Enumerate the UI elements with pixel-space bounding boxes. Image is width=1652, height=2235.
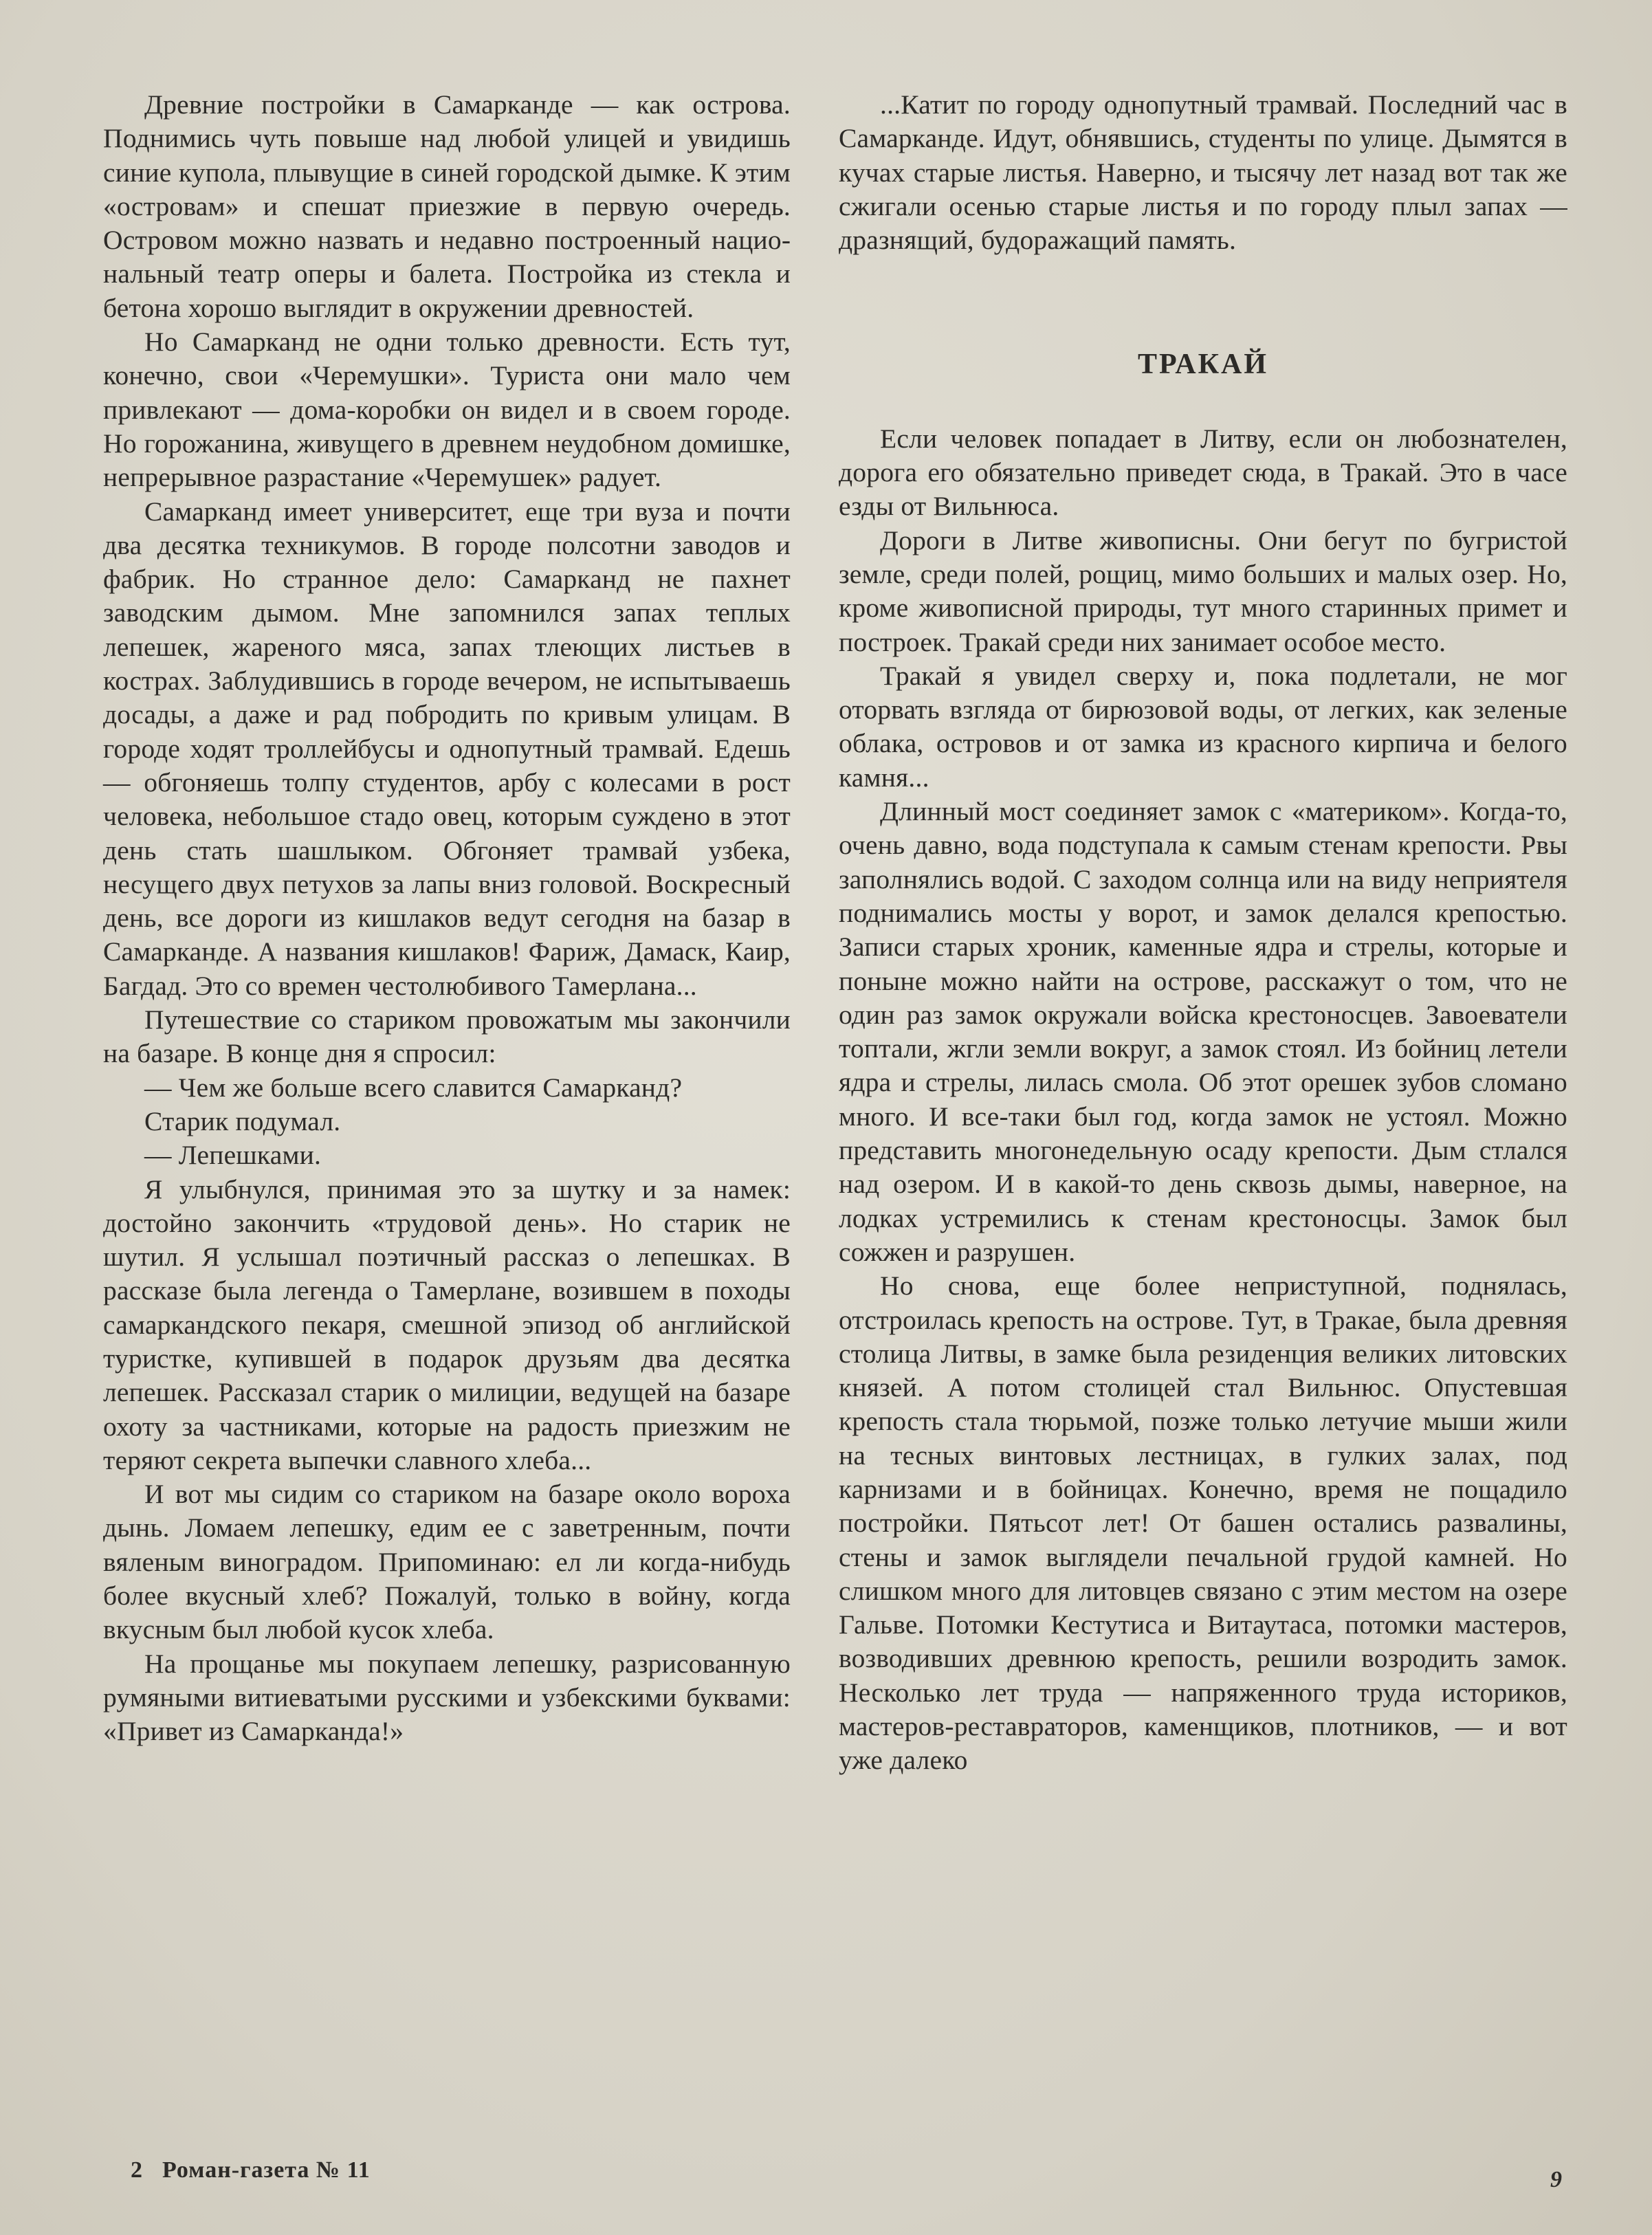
paragraph-restoration: Но снова, еще более неприступной, поднялась, отстроилась крепость на острове. Тут, в Тракае, была древняя столица Литвы, в замке была резиденция великих литовских князей. А потом столицей стал Вильнюс. Опустевшая крепость стала тюрьмой, позже только летучие мыши жили на тесных винтовых лестницах, в гулких залах, под карнизами и в бойницах. Конечно, время не пощадило постройки. Пятьсот лет! От башен остались развалины, стены и замок выглядели печальной грудой камней. Но слишком много для литовцев связано с этим местом на озере Гальве. Потомки Кестутиса и Витаутаса, потомки мастеров, возводивших древнюю крепость, решили возродить замок. Несколько лет труда — напряженного труда историков, мастеров-реставраторов, каменщиков, плотников, — и вот уже далеко [839, 1270, 1567, 1776]
paragraph-from-above: Тракай я увидел сверху и, пока подлетали, не мог оторвать взгляда от бирюзовой воды, от легких, как зеленые облака, островов и от замка из красного кирпича и белого камня... [839, 660, 1567, 793]
page-number: 9 [1550, 2167, 1562, 2192]
paragraph-cheryomushki: Но Самарканд не одни только древности. Есть тут, конечно, свои «Черемушки». Туриста они мало чем привлекают — дома-коробки он видел и в своем городе. Но горожанина, живущего в древнем неудобном домишке, непрерывное разрастание «Черемушек» радует. [103, 327, 791, 493]
paragraph-lithuania: Если человек попадает в Литву, если он любознателен, дорога его обязательно приведет сюда, в Тракай. Это в часе езды от Вильнюса. [839, 423, 1567, 522]
dialogue-answer: — Лепешками. [144, 1140, 322, 1171]
section-title-trakai: ТРАКАЙ [1137, 349, 1269, 381]
paragraph-melon-pile: И вот мы сидим со стариком на базаре около вороха дынь. Ломаем лепешку, едим ее с заветренным, почти вяленым виноградом. Припоминаю: ел ли когда-нибудь более вкусный хлеб? Пожалуй, только в войну, когда вкусным был любой кусок хлеба. [103, 1479, 791, 1645]
paragraph-flatbread-story: Я улыбнулся, принимая это за шутку и за намек: достойно закончить «трудовой день». Но старик не шутил. Я услышал поэтичный рассказ о лепешках. В рассказе была легенда о Тамерлане, возившем в походы самаркандского пекаря, смешной эпизод об английской туристке, купившей в подарок друзьям два десятка лепешек. Рассказал старик о милиции, ведущей на базаре охоту за частниками, которые на радость приезжим не теряют секрета выпечки славного хлеба... [103, 1174, 791, 1475]
paragraph-old-man-thought: Старик подумал. [144, 1105, 341, 1136]
paragraph-castle-history: Длинный мост соединяет замок с «материком». Когда-то, очень давно, вода подступала к самым стенам крепости. Рвы заполнялись водой. С заходом солнца или на виду неприятеля поднимались мосты у ворот, и замок делался крепостью. Записи старых хроник, каменные ядра и стрелы, которые и поныне можно найти на острове, расскажут о том, что не один раз замок окружали войска крестоносцев. Завоеватели топтали, жгли земли вокруг, а замок стоял. Из бойниц летели ядра и стрелы, лилась смола. Об этот орешек зубов сломано много. И все-таки был год, когда замок не устоял. Можно представить многонедельную осаду крепости. Дым стлался над озером. И в какой-то день сквозь дымы, наверное, на лодках устремились к стенам крестоносцы. Замок был сожжен и разрушен. [839, 796, 1567, 1267]
paragraph-tram-intro: ...Катит по городу однопутный трамвай. Последний час в Самарканде. Идут, обнявшись, студенты по улице. Дымятся в кучах старые листья. Наверно, и тысячу лет назад вот так же сжигали осенью старые листья и по городу плыл запах — дразнящий, будоражащий память. [839, 89, 1567, 256]
page-footer [131, 2157, 371, 2183]
publication-name: Роман-газета № 11 [162, 2157, 371, 2183]
dialogue-question: — Чем же больше всего славится Самарканд? [144, 1072, 683, 1103]
paragraph-ancient-buildings: Древние постройки в Самарканде — как острова. Поднимись чуть повыше над любой улицей и увидишь синие купола, плывущие в синей городской дымке. К этим «островам» и спешат приезжие в первую очередь. Островом можно назвать и недавно построенный национальный театр оперы и балета. Постройка из стекла и бетона хорошо выглядит в окружении древностей. [103, 89, 791, 323]
paragraph-bazaar-trip: Путешествие со стариком провожатым мы закончили на базаре. В конце дня я спросил: [103, 1004, 791, 1069]
paragraph-farewell: На прощанье мы покупаем лепешку, разрисованную румяными витиеватыми русскими и узбекскими буквами: «Привет из Самарканда!» [103, 1648, 791, 1747]
left-text-column [103, 88, 791, 1749]
signature-number: 2 [131, 2157, 143, 2183]
right-text-column [839, 88, 1567, 1778]
paragraph-roads: Дороги в Литве живописны. Они бегут по бугристой земле, среди полей, рощиц, мимо больших и малых озер. Но, кроме живописной природы, тут много старинных примет и построек. Тракай среди них занимает особое место. [839, 525, 1567, 657]
paragraph-university: Самарканд имеет университет, еще три вуза и почти два десятка техникумов. В городе полсотни заводов и фабрик. Но странное дело: Самарканд не пахнет заводским дымом. Мне запомнился запах теплых лепешек, жареного мяса, запах тлеющих листьев в кострах. Заблудившись в городе вечером, не испытываешь досады, а даже и рад побродить по кривым улицам. В городе ходят троллейбусы и однопутный трамвай. Едешь — обгоняешь толпу студентов, арбу с колесами в рост человека, небольшое стадо овец, которым суждено в этот день стать шашлыком. Обгоняет трамвай узбека, несущего двух петухов за лапы вниз головой. Воскресный день, все дороги из кишлаков ведут сегодня на базар в Самарканде. А названия кишлаков! Фариж, Дамаск, Каир, Багдад. Это со времен честолюбивого Тамерлана... [103, 496, 791, 1001]
